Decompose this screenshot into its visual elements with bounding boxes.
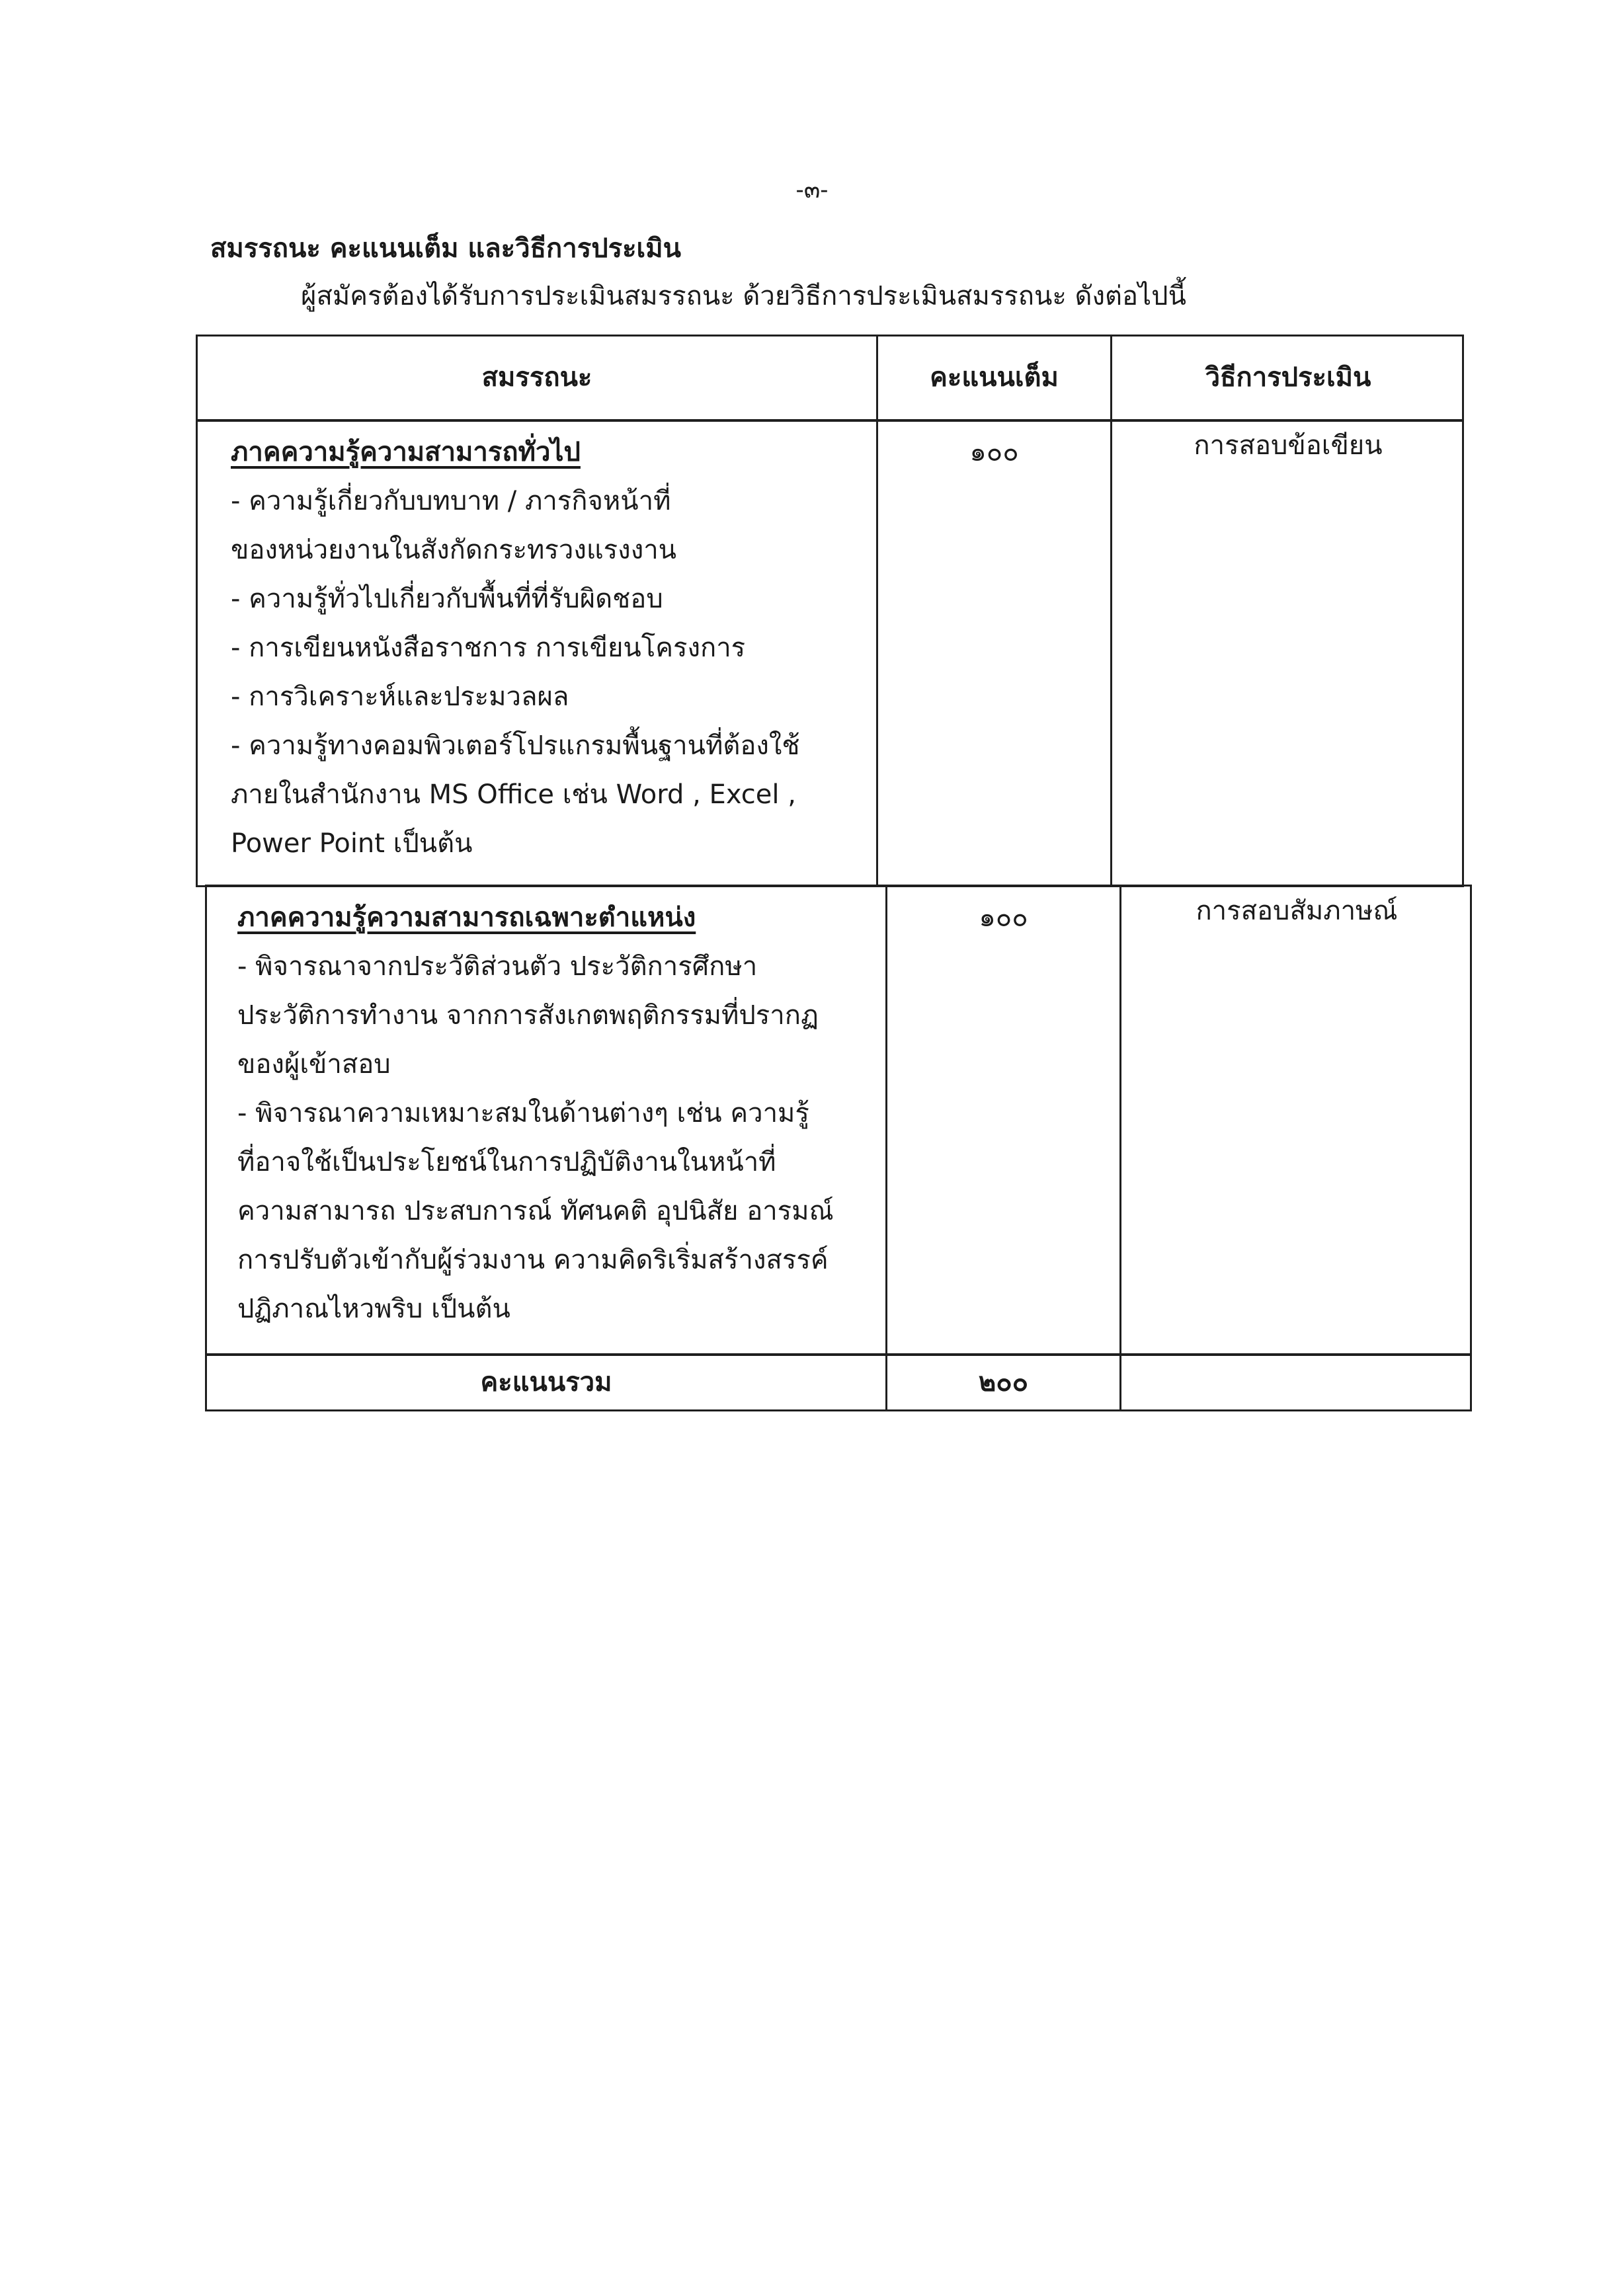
header-competency: สมรรถนะ: [481, 362, 592, 393]
row2-line: ที่อาจใช้เป็นประโยชน์ในการปฏิบัติงานในหน้าที่: [237, 1147, 776, 1177]
row2-method: การสอบสัมภาษณ์: [1196, 896, 1398, 926]
total-divider-2: [1119, 1355, 1121, 1409]
competency-row-general: [196, 419, 1464, 887]
total-row: [205, 1353, 1472, 1411]
row2-divider-1: [885, 887, 887, 1354]
row1-line: ภายในสำนักงาน MS Office เช่น Word , Excel ,: [231, 779, 796, 810]
competency-table-header: [196, 335, 1464, 422]
row1-title: ภาคความรู้ความสามารถทั่วไป: [231, 437, 581, 467]
row1-method: การสอบข้อเขียน: [1194, 430, 1383, 461]
row1-line: - ความรู้เกี่ยวกับบทบาท / ภารกิจหน้าที่: [231, 486, 671, 516]
row2-divider-2: [1119, 887, 1121, 1354]
total-label: คะแนนรวม: [480, 1367, 612, 1398]
header-method: วิธีการประเมิน: [1205, 362, 1371, 393]
row2-line: - พิจารณาจากประวัติส่วนตัว ประวัติการศึกษา: [237, 951, 758, 982]
row1-line: ของหน่วยงานในสังกัดกระทรวงแรงงาน: [231, 535, 677, 565]
intro-text: ผู้สมัครต้องได้รับการประเมินสมรรถนะ ด้วยวิธีการประเมินสมรรถนะ ดังต่อไปนี้: [301, 281, 1186, 311]
competency-row-specific: [205, 885, 1472, 1356]
row1-line: - ความรู้ทั่วไปเกี่ยวกับพื้นที่ที่รับผิดชอบ: [231, 584, 663, 614]
row1-score: ๑๐๐: [969, 437, 1019, 467]
row2-competency-cell: [237, 893, 882, 1333]
row1-divider-1: [876, 421, 878, 885]
row2-score: ๑๐๐: [979, 902, 1028, 933]
row1-line: - การวิเคราะห์และประมวลผล: [231, 682, 569, 712]
row2-line: - พิจารณาความเหมาะสมในด้านต่างๆ เช่น ความรู้: [237, 1098, 809, 1128]
section-title: สมรรถนะ คะแนนเต็ม และวิธีการประเมิน: [210, 233, 681, 264]
row1-line: - การเขียนหนังสือราชการ การเขียนโครงการ: [231, 633, 746, 663]
row2-title: ภาคความรู้ความสามารถเฉพาะตำแหน่ง: [237, 902, 696, 933]
row2-line: ความสามารถ ประสบการณ์ ทัศนคติ อุปนิสัย อารมณ์: [237, 1196, 834, 1226]
row2-line: ปฏิภาณไหวพริบ เป็นต้น: [237, 1294, 510, 1324]
row1-line: - ความรู้ทางคอมพิวเตอร์โปรแกรมพื้นฐานที่ต้องใช้: [231, 731, 800, 761]
row1-divider-2: [1110, 421, 1112, 885]
row2-line: การปรับตัวเข้ากับผู้ร่วมงาน ความคิดริเริ่มสร้างสรรค์: [237, 1245, 829, 1275]
total-score: ๒๐๐: [978, 1366, 1029, 1398]
page-number: -๓-: [795, 177, 829, 204]
row2-line: ประวัติการทำงาน จากการสังเกตพฤติกรรมที่ปรากฏ: [237, 1000, 819, 1031]
row1-competency-cell: [231, 428, 872, 868]
row1-line: Power Point เป็นต้น: [231, 828, 473, 859]
header-full-score: คะแนนเต็ม: [930, 362, 1059, 393]
row2-line: ของผู้เข้าสอบ: [237, 1049, 391, 1080]
